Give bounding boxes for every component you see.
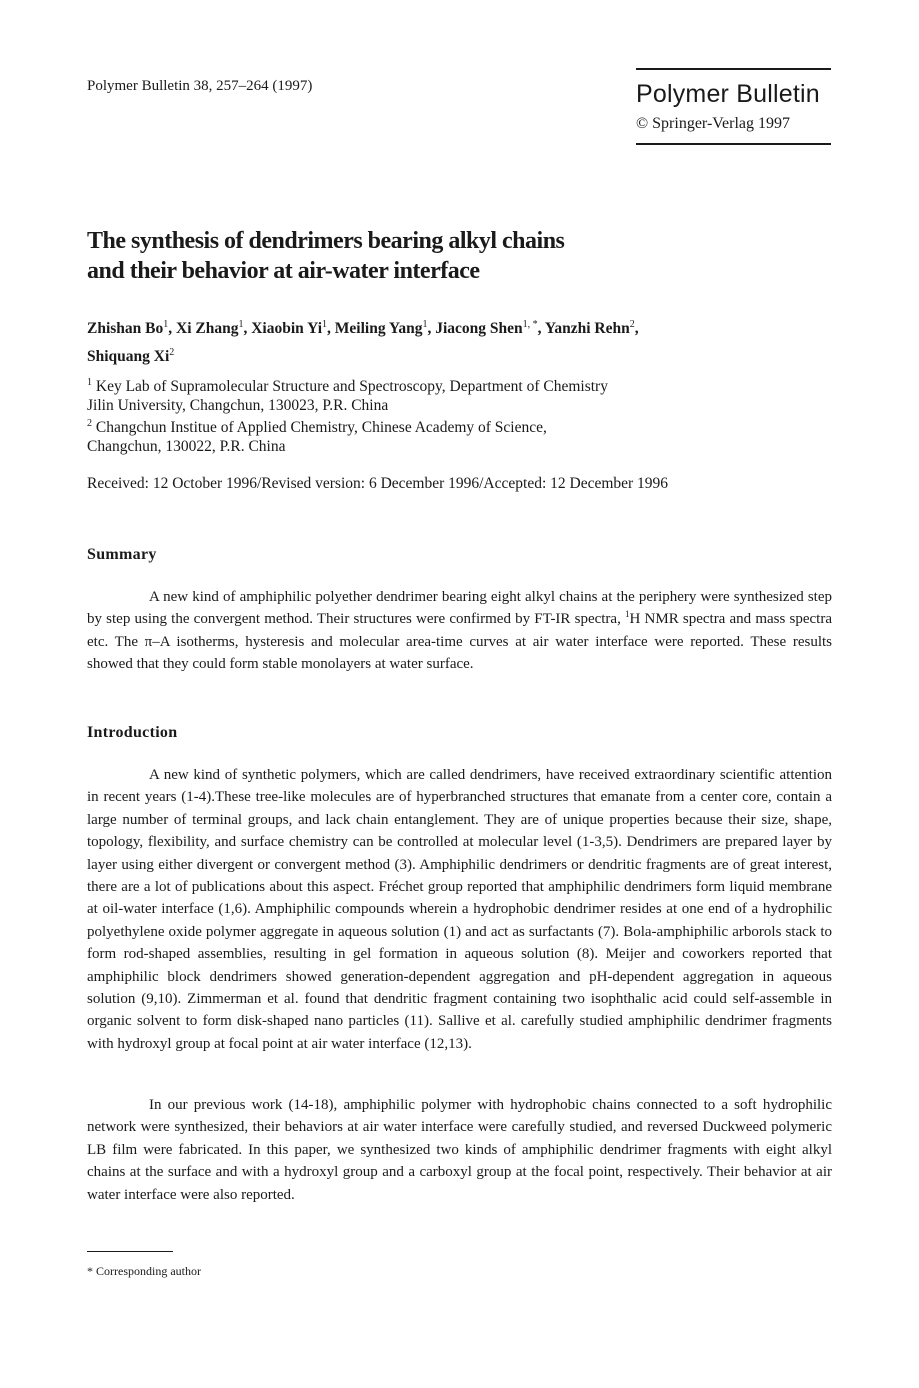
summary-paragraph <box>87 586 832 676</box>
footnote-rule <box>87 1251 173 1252</box>
affiliation-mark: 2 <box>87 418 92 430</box>
top-rule <box>636 68 831 70</box>
affiliation-mark: 1 <box>87 377 92 388</box>
summary-text-part-1: A new kind of amphiphilic polyether dendrimer bearing eight alkyl chains at the periphery were synthesized step by step using the convergent method. Their structures were confirmed by FT-IR spectra, <box>87 589 832 628</box>
author-name: Jiacong Shen <box>435 320 523 338</box>
author-name: Yanzhi Rehn <box>544 320 630 338</box>
affiliation-2-line-2: Changchun, 130022, P.R. China <box>87 437 286 455</box>
author-name: Xi Zhang <box>176 320 239 338</box>
author-affiliation-mark: 1, * <box>522 319 538 330</box>
author-affiliation-mark: 1 <box>238 319 244 330</box>
journal-brand-block <box>636 68 831 145</box>
affiliation-1 <box>87 374 827 397</box>
author-affiliation-mark: 1 <box>422 319 428 330</box>
copyright-notice: © Springer-Verlag 1997 <box>636 115 791 132</box>
affiliation-2-line-1: Changchun Institue of Applied Chemistry, Chinese Academy of Science, <box>95 419 547 437</box>
affiliation-1-line-2: Jilin University, Changchun, 130023, P.R. China <box>87 396 389 414</box>
author-affiliation-mark: 2 <box>169 347 175 359</box>
journal-citation: Polymer Bulletin 38, 257–264 (1997) <box>87 78 313 94</box>
summary-heading: Summary <box>87 546 157 563</box>
author-name: Shiquang Xi <box>87 348 170 366</box>
summary-text-part-2: H NMR spectra and mass spectra etc. The π–A isotherms, hysteresis and molecular area-time curves at air water interface were reported. These results showed that they could form stable monolayers at water surface. <box>87 611 832 673</box>
received-dates: Received: 12 October 1996/Revised version: 6 December 1996/Accepted: 12 December 1996 <box>87 475 669 492</box>
author-name: Xiaobin Yi <box>251 320 323 338</box>
author-affiliation-mark: 1 <box>322 319 328 330</box>
introduction-heading: Introduction <box>87 724 178 741</box>
article-title <box>87 226 807 286</box>
author-affiliation-mark: 2 <box>629 319 635 330</box>
bottom-rule <box>636 143 831 145</box>
author-name: Meiling Yang <box>334 320 423 338</box>
title-line-2: and their behavior at air-water interface <box>87 258 480 284</box>
affiliation-1-line-1: Key Lab of Supramolecular Structure and Spectroscopy, Department of Chemistry <box>95 378 608 396</box>
journal-name: Polymer Bulletin <box>636 80 820 108</box>
author-list: Zhishan Bo$^1$, Xi Zhang$^1$, Xiaobin Yi$^1$, Meiling Yang$^1$, Jiacong Shen$^{1, *}$, Yanzhi Rehn$^2$, Shiquang Xi$^2$ <box>87 319 639 366</box>
introduction-paragraph-2: In our previous work (14-18), amphiphilic polymer with hydrophobic chains connected to a soft hydrophilic network were synthesized, their behaviors at air water interface were carefully studied, and reversed Duckweed polymeric LB film were fabricated. In this paper, we synthesized two kinds of amphiphilic dendrimer fragments with eight alkyl chains at the surface and with a hydroxyl group and a carboxyl group at the focal point, respectively. Their behavior at air water interface were also reported. <box>87 1097 832 1203</box>
introduction-paragraph-1: A new kind of synthetic polymers, which are called dendrimers, have received extraordinary scientific attention in recent years (1-4).These tree-like molecules are of hyperbranched structures that emanate from a center core, contain a large number of terminal groups, and lack chain entanglement. They are of unique properties because their size, shape, topology, flexibility, and surface chemistry can be controlled at molecular level (1-3,5). Dendrimers are prepared layer by layer using either divergent or convergent method (3). Amphiphilic dendrimers or dendritic fragments are of great interest, there are a lot of publications about this aspect. Fréchet group reported that amphiphilic dendrimers form liquid membrane at oil-water interface (1,6). Amphiphilic compounds wherein a hydrophobic dendrimer resides at one end of a hydrophilic polyethylene oxide polymer aggregate in aqueous solution (1) and act as surfactants (7). Bola-amphiphilic arborols stack to form rod-shaped assemblies, resulting in gel formation in aqueous solution (8). Meijer and coworkers reported that amphiphilic block dendrimers showed generation-dependent aggregation and pH-dependent aggregation in aqueous solution (9,10). Zimmerman et al. found that dendritic fragment containing two isophthalic acid could self-assemble in organic solvent to form disk-shaped nano particles (11). Sallive et al. carefully studied amphiphilic dendrimer fragments with hydroxyl group at focal point at air water interface (12,13). <box>87 767 832 1052</box>
author-name: Zhishan Bo <box>87 320 164 338</box>
author-affiliation-mark: 1 <box>163 319 169 330</box>
title-line-1: The synthesis of dendrimers bearing alkyl chains <box>87 228 565 254</box>
affiliations <box>87 374 827 456</box>
affiliation-2 <box>87 415 827 438</box>
nmr-superscript: 1 <box>625 609 630 620</box>
footnote: * Corresponding author <box>87 1264 201 1278</box>
